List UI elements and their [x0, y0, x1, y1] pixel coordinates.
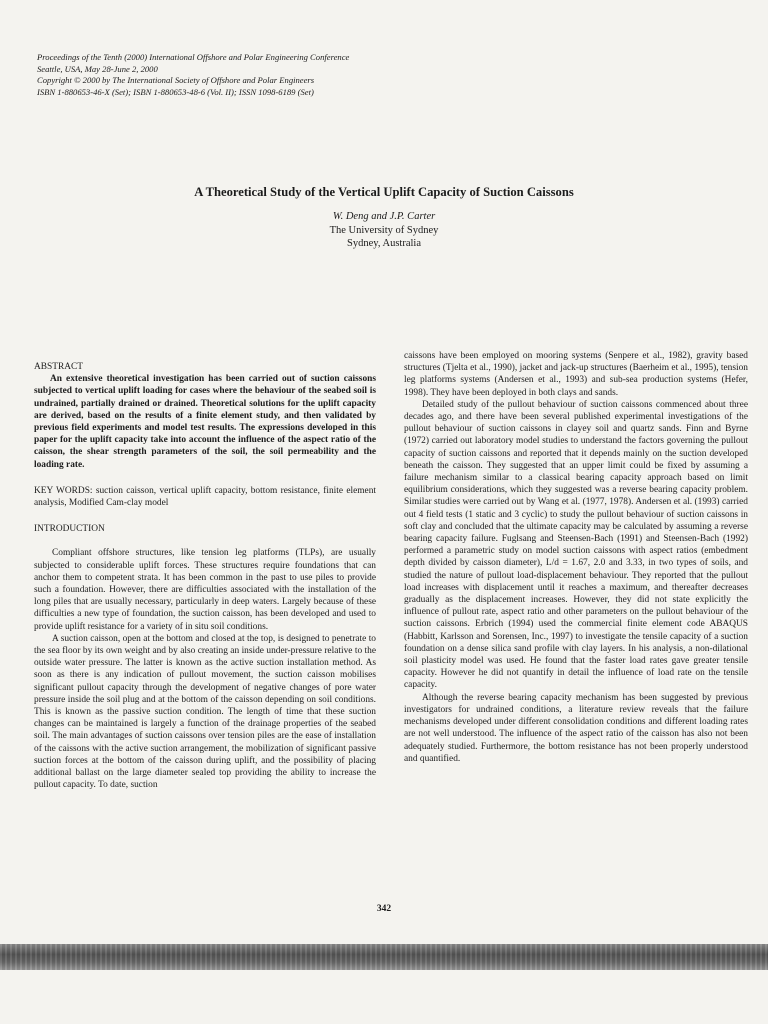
paper-title: A Theoretical Study of the Vertical Uplift Capacity of Suction Caissons [194, 185, 574, 199]
intro-paragraph-1: Compliant offshore structures, like tension leg platforms (TLPs), are usually subjected to considerable uplift forces. These structures require foundations that can anchor them to competent strata. It has been common in the past to use piles to provide such a foundation. However, there are difficulties associated with the installation of the long piles that are usually necessary, particularly in deep waters. Largely because of these difficulties a new type of foundation, the suction caisson, has been developed and used to provide uplift resistance for a variety of in situ soil conditions. [34, 548, 376, 632]
intro-paragraph-2: A suction caisson, open at the bottom and closed at the top, is designed to penetrate to the sea floor by its own weight and by also creating an inside under-pressure relative to the outside water pressure. The latter is known as the active suction installation method. As soon as there is any indication of pullout movement, the suction caisson mobilises significant pullout capacity through the development of negative changes of pore water pressure inside the soil plug and at the bottom of the caisson depending on soil conditions. This is known as the passive suction condition. The length of time that these suction changes can be maintained is largely a function of the drainage properties of the seabed soil. The main advantages of suction caissons over tension piles are the ease of installation of the caissons with the active suction arrangement, the mobilization of significant passive suction forces at the bottom of the caisson during uplift, and the possibility of placing additional ballast on the large diameter sealed top providing the ability to increase the pullout capacity. To date, suction [34, 633, 376, 791]
abstract-heading: ABSTRACT [34, 362, 83, 372]
author-location: Sydney, Australia [347, 238, 421, 249]
author-affiliation: The University of Sydney [329, 224, 439, 236]
header-line-proceedings: Proceedings of the Tenth (2000) International Offshore and Polar Engineering Conference [37, 52, 350, 62]
intro-paragraph-4: Detailed study of the pullout behaviour of suction caissons commenced about three decades ago, and there have been several published experimental investigations of the pullout behaviour of suction caissons in clayey soil and quartz sands. Finn and Byrne (1972) carried out laboratory model studies to understand the factors governing the pullout capacity of suction caissons and reported that it depends mainly on the suction developed beneath the caisson. They suggested that an upper limit could be fixed by assuming a failure mechanism similar to a classical bearing capacity approach based on limit equilibrium considerations, which they suggested was a reverse bearing capacity problem. Similar studies were carried out by Wang et al. (1977, 1978). Andersen et al. (1993) carried out 4 field tests (1 static and 3 cyclic) to study the pullout behaviour of suction caissons in soft clay and concluded that the ultimate capacity may be calculated by assuming a reverse bearing capacity failure. Fuglsang and Steensen-Bach (1991) and Steensen-Bach (1992) performed a parametric study on model suction caissons with aspect ratios (embedment depth divided by caisson diameter), L/d = 1.67, 2.0 and 3.33, in two types of soils, and studied the nature of pullout load-displacement behaviour. They reported that the pullout load increases with displacement until it reaches a maximum, and thereafter decreases gradually as the displacement increases. However, they did not state explicitly the influence of pullout rate, aspect ratio and other parameters on the pullout behaviour of the suction caissons. Erbrich (1994) used the commercial finite element code ABAQUS (Habbitt, Karlsson and Sorensen, Inc., 1997) to investigate the tensile capacity of a suction foundation on a dense silica sand profile with clay layers. In his analysis, a non-dilational soil plasticity model was used. He found that the faster load rates gave greater tensile capacity. However he did not quantify in detail the influence of load rate on the tensile capacity. [404, 399, 748, 691]
author-names: W. Deng and J.P. Carter [332, 211, 436, 222]
author-block [0, 210, 768, 251]
right-column [404, 350, 748, 765]
introduction-heading: INTRODUCTION [34, 524, 105, 535]
page-number: 342 [376, 904, 392, 914]
keywords: KEY WORDS: suction caisson, vertical uplift capacity, bottom resistance, finite element analysis, Modified Cam-clay model [34, 485, 376, 509]
conference-header [37, 52, 517, 98]
left-column [34, 361, 376, 792]
abstract-text: An extensive theoretical investigation has been carried out of suction caissons subjected to vertical uplift loading for cases where the behaviour of the seabed soil is undrained, partially drained or drained. Theoretical solutions for the uplift capacity are derived, based on the results of a finite element study, and then validated by previous field experiments and model test results. The expressions developed in this paper for the uplift capacity take into account the influence of the aspect ratio of the caisson, the shear strength parameters of the soil, the soil permeability and the loading rate. [34, 374, 376, 470]
intro-paragraph-5: Although the reverse bearing capacity mechanism has been suggested by previous investigators for undrained conditions, a literature review reveals that the failure mechanisms developed under different consolidation conditions and different loading rates are not well understood. The influence of the aspect ratio of the caisson has also not been adequately studied. Furthermore, the bottom resistance has not been properly understood and quantified. [404, 692, 748, 764]
scan-edge-band [0, 944, 768, 970]
header-line-location: Seattle, USA, May 28-June 2, 2000 [37, 63, 158, 74]
intro-paragraph-3: caissons have been employed on mooring systems (Senpere et al., 1982), gravity based structures (Tjelta et al., 1990), jacket and jack-up structures (Baerheim et al., 1995), tension leg platforms systems (Andersen et al., 1993) and sub-sea production systems (Hefer, 1998). They have been deployed in both clays and sands. [404, 351, 748, 398]
header-line-copyright: Copyright © 2000 by The International Society of Offshore and Polar Engineers [37, 75, 315, 86]
header-line-isbn: ISBN 1-880653-46-X (Set); ISBN 1-880653-48-6 (Vol. II); ISSN 1098-6189 (Set) [37, 86, 314, 97]
